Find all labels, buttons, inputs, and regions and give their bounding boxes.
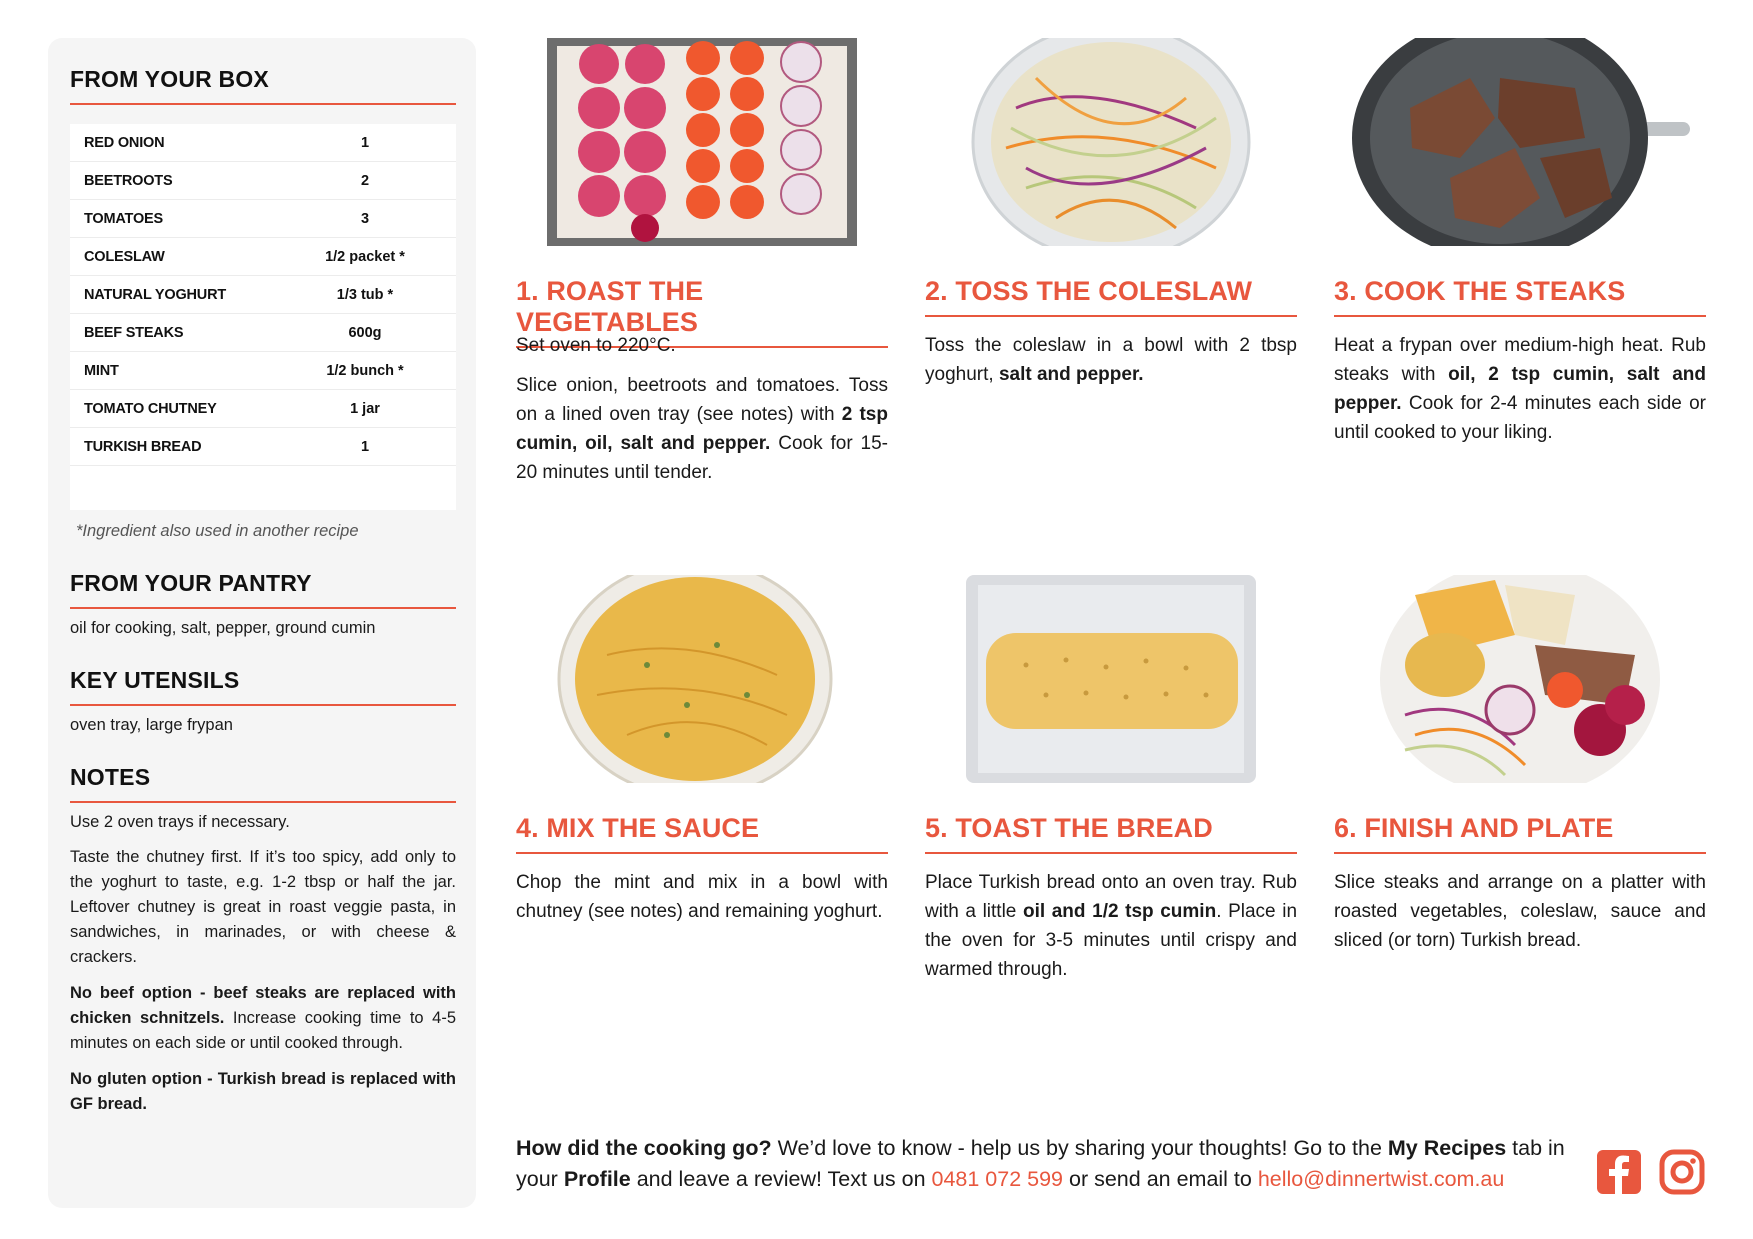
ingredient-qty: 2 (360, 172, 370, 189)
from-your-box-heading: FROM YOUR BOX (70, 66, 456, 105)
facebook-icon[interactable] (1595, 1148, 1643, 1196)
step-2-text-b: salt and pepper. (998, 364, 1144, 385)
footer-text-2: tab in your (516, 1136, 1565, 1191)
note-no-beef-rest: Increase cooking time to 4-5 minutes on each side or until cooked through. (70, 1009, 456, 1052)
step-6-text: Slice steaks and arrange on a platter with roasted vegetables, coleslaw, sauce and sliced (or torn) Turkish bread. (1334, 872, 1706, 951)
note-no-gluten-bold: No gluten option - Turkish bread is replaced with GF bread. (70, 1070, 456, 1113)
note-trays: Use 2 oven trays if necessary. (70, 813, 290, 831)
step-1-text-c: Cook for 15-20 minutes until tender. (516, 433, 889, 483)
step-5-body (925, 868, 1297, 995)
ingredient-qty: 1 (360, 134, 370, 151)
step-4-title: 4. MIX THE SAUCE (516, 813, 888, 854)
feedback-footer (516, 1133, 1576, 1195)
footer-text-4: or send an email to (1063, 1167, 1258, 1191)
ingredient-name: TOMATO CHUTNEY (84, 400, 217, 417)
table-row (70, 238, 456, 276)
email-link[interactable]: hello@dinnertwist.com.au (1257, 1167, 1505, 1191)
ingredient-qty: 1/3 tub * (336, 286, 394, 303)
step-4-body (516, 868, 888, 937)
step-6-title: 6. FINISH AND PLATE (1334, 813, 1706, 854)
step-2-body (925, 331, 1297, 400)
step-4-text: Chop the mint and mix in a bowl with chutney (see notes) and remaining yoghurt. (516, 872, 888, 922)
step-3-text-a: Heat a frypan over medium-high heat. Rub steaks with (1334, 335, 1706, 385)
step-1-title: 1. ROAST THE VEGETABLES (516, 276, 888, 348)
ingredient-name: BEEF STEAKS (84, 324, 184, 341)
ingredient-footnote: *Ingredient also used in another recipe (76, 522, 359, 540)
step-2-text (925, 331, 1297, 389)
step-3-text-b: oil, 2 tsp cumin, salt and pepper. (1334, 364, 1706, 414)
note-no-beef-bold: No beef option - beef steaks are replaced with chicken schnitzels. (70, 984, 456, 1027)
ingredient-name: TURKISH BREAD (84, 438, 202, 455)
table-row (70, 390, 456, 428)
ingredient-qty: 1 (360, 438, 370, 455)
ingredient-name: TOMATOES (84, 210, 163, 227)
step-1-text-a: Slice onion, beetroots and tomatoes. Toss on a lined oven tray (see notes) with (516, 375, 888, 425)
sauce-bowl-image (516, 575, 888, 783)
step-5-text-b: oil and 1/2 tsp cumin (1022, 901, 1217, 922)
ingredient-table (70, 124, 456, 510)
step-2-text-a: Toss the coleslaw in a bowl with 2 tbsp yoghurt, (925, 335, 1297, 385)
ingredient-name: NATURAL YOGHURT (84, 286, 227, 303)
step-5-text-a: Place Turkish bread onto an oven tray. Rub with a little (925, 872, 1297, 922)
table-row (70, 314, 456, 352)
ingredient-name: RED ONION (84, 134, 165, 151)
ingredient-qty: 1/2 packet * (325, 248, 405, 265)
ingredient-qty: 600g (348, 324, 382, 341)
profile-label: Profile (563, 1167, 631, 1191)
step-5-text (925, 868, 1297, 984)
step-2-title: 2. TOSS THE COLESLAW (925, 276, 1297, 317)
table-row (70, 162, 456, 200)
footer-text-1: We’d love to know - help us by sharing your thoughts! Go to the (771, 1136, 1388, 1160)
step-1-body (516, 331, 888, 498)
table-row (70, 352, 456, 390)
note-no-beef (70, 981, 456, 1056)
ingredient-name: COLESLAW (84, 248, 165, 265)
sidebar (48, 38, 476, 1208)
ingredient-name: BEETROOTS (84, 172, 173, 189)
roasting-tray-vegetables-image (516, 38, 888, 246)
key-utensils-heading: KEY UTENSILS (70, 667, 456, 706)
step-3-title: 3. COOK THE STEAKS (1334, 276, 1706, 317)
from-your-pantry-heading: FROM YOUR PANTRY (70, 570, 456, 609)
step-1-oven-text: Set oven to 220°C. (516, 335, 676, 356)
utensils-text: oven tray, large frypan (70, 716, 233, 734)
step-3-body (1334, 331, 1706, 458)
table-row (70, 276, 456, 314)
my-recipes-label: My Recipes (1387, 1136, 1507, 1160)
coleslaw-bowl-image (925, 38, 1297, 246)
table-row (70, 200, 456, 238)
pantry-text: oil for cooking, salt, pepper, ground cumin (70, 619, 376, 637)
instagram-icon[interactable] (1658, 1148, 1706, 1196)
step-6-body (1334, 868, 1706, 966)
note-chutney: Taste the chutney first. If it’s too spicy, add only to the yoghurt to taste, e.g. 1-2 tbsp or half the jar. Leftover chutney is great in roast veggie pasta, in sandwiches, in marinades, or with cheese & crackers. (70, 848, 456, 966)
ingredient-qty: 1 jar (350, 400, 380, 417)
feedback-question: How did the cooking go? (516, 1136, 772, 1160)
step-3-text (1334, 331, 1706, 447)
step-1-text-b: 2 tsp cumin, oil, salt and pepper. (516, 404, 888, 454)
footer-text-3: and leave a review! Text us on (630, 1167, 932, 1191)
ingredient-qty: 3 (360, 210, 370, 227)
ingredient-qty: 1/2 bunch * (326, 362, 404, 379)
notes-heading: NOTES (70, 764, 456, 803)
turkish-bread-tray-image (925, 575, 1297, 783)
phone-link[interactable]: 0481 072 599 (931, 1167, 1064, 1191)
step-3-text-c: Cook for 2-4 minutes each side or until cooked to your liking. (1334, 393, 1706, 443)
note-no-gluten (70, 1067, 456, 1117)
table-row (70, 124, 456, 162)
step-5-text-c: . Place in the oven for 3-5 minutes until crispy and warmed through. (925, 901, 1298, 980)
step-1-method-text (516, 371, 888, 487)
step-5-title: 5. TOAST THE BREAD (925, 813, 1297, 854)
ingredient-name: MINT (84, 362, 119, 379)
steaks-frypan-image (1334, 38, 1706, 246)
finished-platter-image (1334, 575, 1706, 783)
table-row (70, 428, 456, 466)
